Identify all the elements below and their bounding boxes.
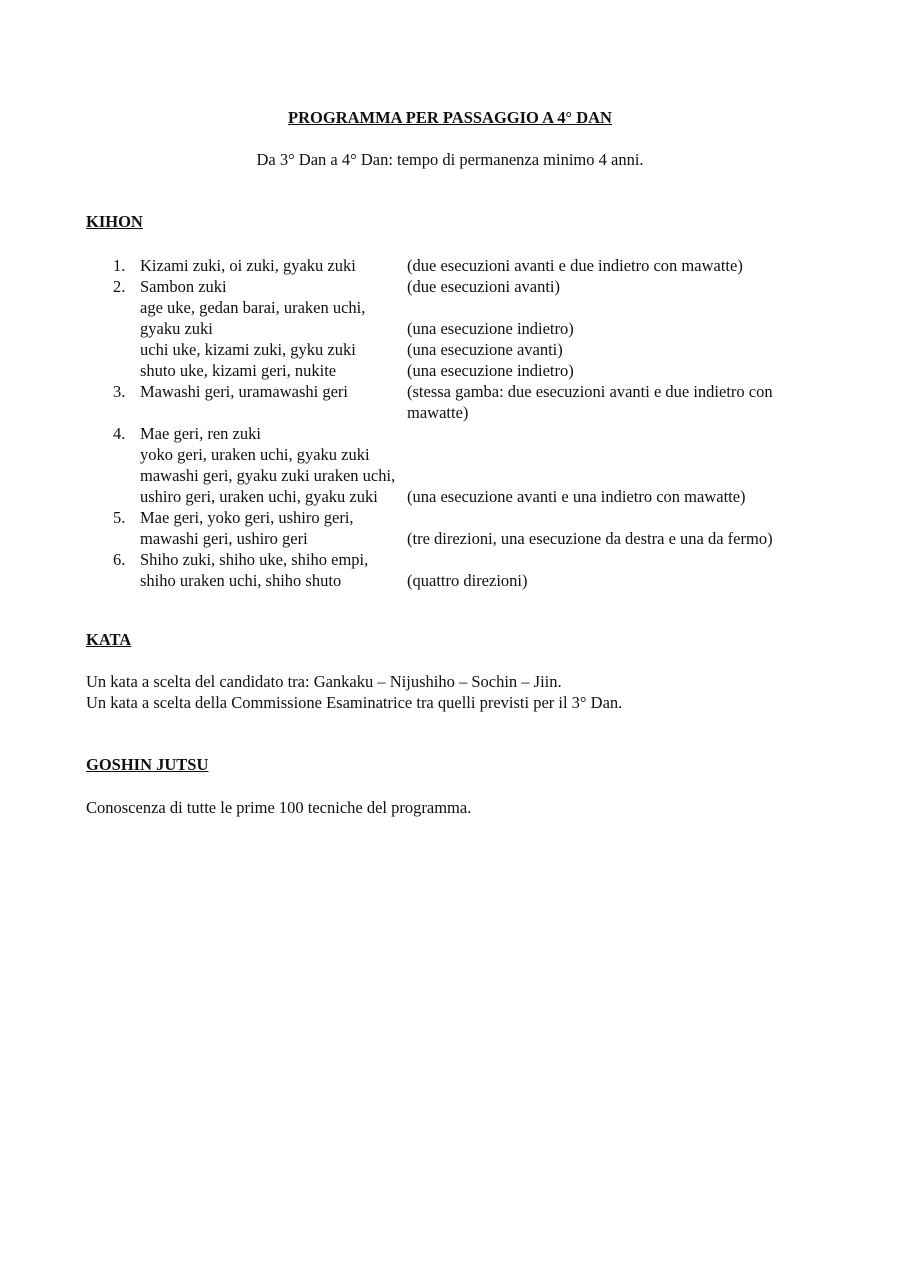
kihon-technique: mawashi geri, ushiro geri	[140, 529, 308, 548]
page-subtitle: Da 3° Dan a 4° Dan: tempo di permanenza minimo 4 anni.	[256, 150, 644, 169]
kata-heading: KATA	[86, 630, 132, 649]
kihon-technique: Shiho zuki, shiho uke, shiho empi,	[140, 550, 369, 569]
kihon-item-number: 5.	[113, 508, 126, 527]
kata-line: Un kata a scelta della Commissione Esaminatrice tra quelli previsti per il 3° Dan.	[86, 693, 623, 712]
kihon-note: (una esecuzione indietro)	[407, 319, 574, 338]
kihon-note: mawatte)	[407, 403, 469, 422]
kihon-technique: uchi uke, kizami zuki, gyku zuki	[140, 340, 356, 359]
kihon-item-number: 3.	[113, 382, 126, 401]
kihon-technique: Mae geri, ren zuki	[140, 424, 261, 443]
kihon-note: (due esecuzioni avanti)	[407, 277, 561, 296]
goshin-jutsu-text: Conoscenza di tutte le prime 100 tecniche del programma.	[86, 798, 472, 817]
kihon-technique: age uke, gedan barai, uraken uchi,	[140, 298, 366, 317]
kihon-technique: Sambon zuki	[140, 277, 227, 296]
kihon-heading: KIHON	[86, 212, 143, 231]
page-title: PROGRAMMA PER PASSAGGIO A 4° DAN	[288, 108, 612, 127]
kihon-technique: Kizami zuki, oi zuki, gyaku zuki	[140, 256, 356, 275]
kihon-technique: gyaku zuki	[140, 319, 213, 338]
kihon-item-number: 1.	[113, 256, 126, 275]
kata-line: Un kata a scelta del candidato tra: Gankaku – Nijushiho – Sochin – Jiin.	[86, 672, 562, 691]
kihon-note: (stessa gamba: due esecuzioni avanti e due indietro con	[407, 382, 773, 401]
kihon-technique: ushiro geri, uraken uchi, gyaku zuki	[140, 487, 378, 506]
kihon-note: (una esecuzione indietro)	[407, 361, 574, 380]
kihon-item-number: 2.	[113, 277, 126, 296]
kihon-technique: Mae geri, yoko geri, ushiro geri,	[140, 508, 354, 527]
kihon-item-number: 4.	[113, 424, 126, 443]
kihon-technique: yoko geri, uraken uchi, gyaku zuki	[140, 445, 370, 464]
kihon-technique: mawashi geri, gyaku zuki uraken uchi,	[140, 466, 396, 485]
kihon-note: (quattro direzioni)	[407, 571, 528, 590]
kihon-technique: shiho uraken uchi, shiho shuto	[140, 571, 342, 590]
kihon-technique: Mawashi geri, uramawashi geri	[140, 382, 349, 401]
kihon-note: (tre direzioni, una esecuzione da destra e una da fermo)	[407, 529, 773, 548]
kihon-technique: shuto uke, kizami geri, nukite	[140, 361, 337, 380]
kihon-item-number: 6.	[113, 550, 126, 569]
goshin-jutsu-heading: GOSHIN JUTSU	[86, 755, 209, 774]
kihon-note: (due esecuzioni avanti e due indietro con mawatte)	[407, 256, 743, 275]
kihon-note: (una esecuzione avanti)	[407, 340, 563, 359]
kihon-note: (una esecuzione avanti e una indietro con mawatte)	[407, 487, 746, 506]
